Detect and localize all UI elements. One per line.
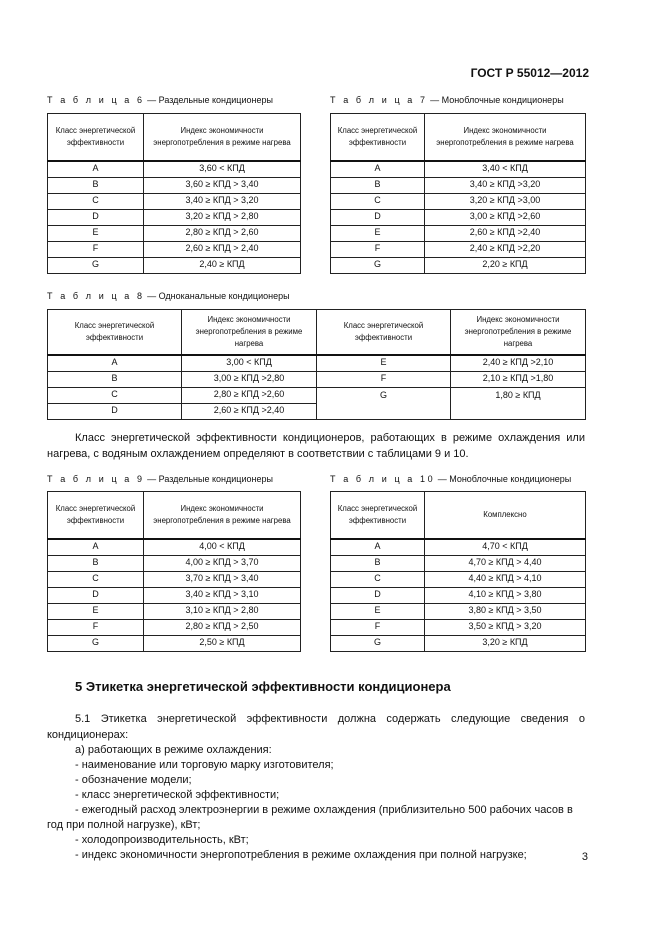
table-row xyxy=(48,571,301,587)
table10-caption-prefix: Т а б л и ц а 10 xyxy=(330,474,436,484)
paragraph-5-1: 5.1 Этикетка энергетической эффективности должна содержать следующие сведения о кондиционерах: xyxy=(47,713,585,741)
list-item: - индекс экономичности энергопотребления в режиме охлаждения при полной нагрузке; xyxy=(75,849,527,861)
table-9 xyxy=(47,491,301,652)
table9-index: 4,00 < КПД xyxy=(144,539,301,556)
page-number: 3 xyxy=(581,851,588,863)
table8-class: G xyxy=(317,387,451,419)
document-header: ГОСТ Р 55012—2012 xyxy=(470,66,589,80)
table7-class: B xyxy=(331,177,425,193)
section-title: 5 Этикетка энергетической эффективности кондиционера xyxy=(75,679,451,694)
table10-index: 3,80 ≥ КПД > 3,50 xyxy=(425,603,586,619)
table7-index: 2,60 ≥ КПД >2,40 xyxy=(425,225,586,241)
table9-index: 3,70 ≥ КПД > 3,40 xyxy=(144,571,301,587)
table10-class: F xyxy=(331,619,425,635)
table-row xyxy=(331,587,586,603)
table7-body xyxy=(331,161,586,274)
table7-index: 2,20 ≥ КПД xyxy=(425,257,586,273)
table-row xyxy=(331,571,586,587)
table10-class: C xyxy=(331,571,425,587)
table-row xyxy=(48,225,301,241)
table7-caption-title: — Моноблочные кондиционеры xyxy=(427,95,564,105)
table7-class: D xyxy=(331,209,425,225)
table6-index: 3,60 < КПД xyxy=(144,161,301,178)
table-row xyxy=(48,209,301,225)
list-item: - обозначение модели; xyxy=(75,774,192,786)
table-7 xyxy=(330,113,586,274)
table-row xyxy=(48,539,301,556)
table-row xyxy=(331,225,586,241)
table-row xyxy=(48,257,301,273)
table-row xyxy=(331,177,586,193)
table10-body xyxy=(331,539,586,652)
table8-index: 1,80 ≥ КПД xyxy=(451,387,586,419)
table6-caption-title: — Раздельные кондиционеры xyxy=(144,95,273,105)
table9-caption-title: — Раздельные кондиционеры xyxy=(144,474,273,484)
table6-index: 3,20 ≥ КПД > 2,80 xyxy=(144,209,301,225)
table10-index: 4,40 ≥ КПД > 4,10 xyxy=(425,571,586,587)
table8-index: 2,60 ≥ КПД >2,40 xyxy=(182,403,317,419)
table10-class: E xyxy=(331,603,425,619)
table6-class: F xyxy=(48,241,144,257)
table6-body xyxy=(48,161,301,274)
list-item: - холодопроизводительность, кВт; xyxy=(75,834,249,846)
table9-col2-header: Индекс экономичности энергопотребления в режиме нагрева xyxy=(144,492,301,539)
table6-class: D xyxy=(48,209,144,225)
table7-caption-prefix: Т а б л и ц а 7 xyxy=(330,95,428,105)
table-row xyxy=(331,603,586,619)
table8-col3-header: Класс энергетической эффективности xyxy=(317,310,451,355)
table-row xyxy=(48,355,586,372)
table6-class: B xyxy=(48,177,144,193)
table-row xyxy=(48,387,586,403)
table-8 xyxy=(47,309,586,420)
table9-body xyxy=(48,539,301,652)
table-row xyxy=(331,193,586,209)
table-row xyxy=(331,241,586,257)
table8-class: A xyxy=(48,355,182,372)
table-row xyxy=(48,161,301,178)
table8-index: 3,00 ≥ КПД >2,80 xyxy=(182,371,317,387)
table9-class: A xyxy=(48,539,144,556)
table6-col1-header: Класс энергетической эффективности xyxy=(48,114,144,161)
table10-index: 3,20 ≥ КПД xyxy=(425,635,586,651)
table7-class: F xyxy=(331,241,425,257)
table7-class: E xyxy=(331,225,425,241)
table-row xyxy=(48,619,301,635)
table9-caption-prefix: Т а б л и ц а 9 xyxy=(47,474,145,484)
table-row xyxy=(331,209,586,225)
table-row xyxy=(48,371,586,387)
table10-caption-title: — Моноблочные кондиционеры xyxy=(435,474,572,484)
table6-class: A xyxy=(48,161,144,178)
table8-col1-header: Класс энергетической эффективности xyxy=(48,310,182,355)
table6-index: 3,40 ≥ КПД > 3,20 xyxy=(144,193,301,209)
table6-col2-header: Индекс экономичности энергопотребления в режиме нагрева xyxy=(144,114,301,161)
table-row xyxy=(331,257,586,273)
table6-class: C xyxy=(48,193,144,209)
table10-class: A xyxy=(331,539,425,556)
table-row xyxy=(48,241,301,257)
table8-caption-prefix: Т а б л и ц а 8 xyxy=(47,291,145,301)
table7-index: 3,40 ≥ КПД >3,20 xyxy=(425,177,586,193)
table-row xyxy=(331,539,586,556)
table9-index: 4,00 ≥ КПД > 3,70 xyxy=(144,555,301,571)
list-item: - класс энергетической эффективности; xyxy=(75,789,280,801)
table-row xyxy=(48,555,301,571)
table7-index: 2,40 ≥ КПД >2,20 xyxy=(425,241,586,257)
table10-index: 4,10 ≥ КПД > 3,80 xyxy=(425,587,586,603)
table6-class: G xyxy=(48,257,144,273)
table10-index: 4,70 < КПД xyxy=(425,539,586,556)
table8-index: 2,40 ≥ КПД >2,10 xyxy=(451,355,586,372)
table8-class: B xyxy=(48,371,182,387)
table8-col2-header: Индекс экономичности энергопотребления в режиме нагрева xyxy=(182,310,317,355)
table10-class: D xyxy=(331,587,425,603)
table7-index: 3,40 < КПД xyxy=(425,161,586,178)
table-row xyxy=(48,587,301,603)
table9-index: 2,80 ≥ КПД > 2,50 xyxy=(144,619,301,635)
table7-index: 3,00 ≥ КПД >2,60 xyxy=(425,209,586,225)
table6-index: 3,60 ≥ КПД > 3,40 xyxy=(144,177,301,193)
table-row xyxy=(48,635,301,651)
table7-col2-header: Индекс экономичности энергопотребления в режиме нагрева xyxy=(425,114,586,161)
table8-class: C xyxy=(48,387,182,403)
table10-col2-header: Комплексно xyxy=(425,492,586,539)
list-item: - наименование или торговую марку изготовителя; xyxy=(75,759,334,771)
table9-caption xyxy=(47,474,273,484)
table-row xyxy=(331,635,586,651)
table-10 xyxy=(330,491,586,652)
table-row xyxy=(48,177,301,193)
table9-class: G xyxy=(48,635,144,651)
table8-index: 2,10 ≥ КПД >1,80 xyxy=(451,371,586,387)
table8-index: 3,00 < КПД xyxy=(182,355,317,372)
table6-caption xyxy=(47,95,273,105)
table9-index: 2,50 ≥ КПД xyxy=(144,635,301,651)
table9-class: F xyxy=(48,619,144,635)
table-row xyxy=(331,161,586,178)
table6-index: 2,80 ≥ КПД > 2,60 xyxy=(144,225,301,241)
table6-class: E xyxy=(48,225,144,241)
table10-col1-header: Класс энергетической эффективности xyxy=(331,492,425,539)
table-row xyxy=(331,555,586,571)
table8-caption xyxy=(47,291,290,301)
table-6 xyxy=(47,113,301,274)
table6-index: 2,40 ≥ КПД xyxy=(144,257,301,273)
table6-caption-prefix: Т а б л и ц а 6 xyxy=(47,95,145,105)
table10-index: 4,70 ≥ КПД > 4,40 xyxy=(425,555,586,571)
table-row xyxy=(331,619,586,635)
list-item: год при полной нагрузке), кВт; xyxy=(47,819,201,831)
table8-class: E xyxy=(317,355,451,372)
requirements-list xyxy=(47,743,585,863)
table-row xyxy=(48,193,301,209)
table8-col4-header: Индекс экономичности энергопотребления в режиме нагрева xyxy=(451,310,586,355)
table9-class: D xyxy=(48,587,144,603)
table7-class: C xyxy=(331,193,425,209)
table9-class: C xyxy=(48,571,144,587)
table8-class: D xyxy=(48,403,182,419)
table10-index: 3,50 ≥ КПД > 3,20 xyxy=(425,619,586,635)
table8-caption-title: — Одноканальные кондиционеры xyxy=(144,291,290,301)
list-item: а) работающих в режиме охлаждения: xyxy=(75,744,272,756)
table10-caption xyxy=(330,474,571,484)
paragraph-water-cooling: Класс энергетической эффективности кондиционеров, работающих в режиме охлаждения или нагрева, с водяным охлаждением определяют в соответствии с таблицами 9 и 10. xyxy=(47,432,585,460)
table8-index: 2,80 ≥ КПД >2,60 xyxy=(182,387,317,403)
table9-col1-header: Класс энергетической эффективности xyxy=(48,492,144,539)
table7-class: A xyxy=(331,161,425,178)
table7-col1-header: Класс энергетической эффективности xyxy=(331,114,425,161)
table6-index: 2,60 ≥ КПД > 2,40 xyxy=(144,241,301,257)
table9-index: 3,10 ≥ КПД > 2,80 xyxy=(144,603,301,619)
table10-class: G xyxy=(331,635,425,651)
table9-class: B xyxy=(48,555,144,571)
table-row xyxy=(48,603,301,619)
table10-class: B xyxy=(331,555,425,571)
list-item: - ежегодный расход электроэнергии в режиме охлаждения (приблизительно 500 рабочих часов в xyxy=(75,804,573,816)
table9-index: 3,40 ≥ КПД > 3,10 xyxy=(144,587,301,603)
table8-class: F xyxy=(317,371,451,387)
table7-index: 3,20 ≥ КПД >3,00 xyxy=(425,193,586,209)
table7-caption xyxy=(330,95,564,105)
table7-class: G xyxy=(331,257,425,273)
table9-class: E xyxy=(48,603,144,619)
